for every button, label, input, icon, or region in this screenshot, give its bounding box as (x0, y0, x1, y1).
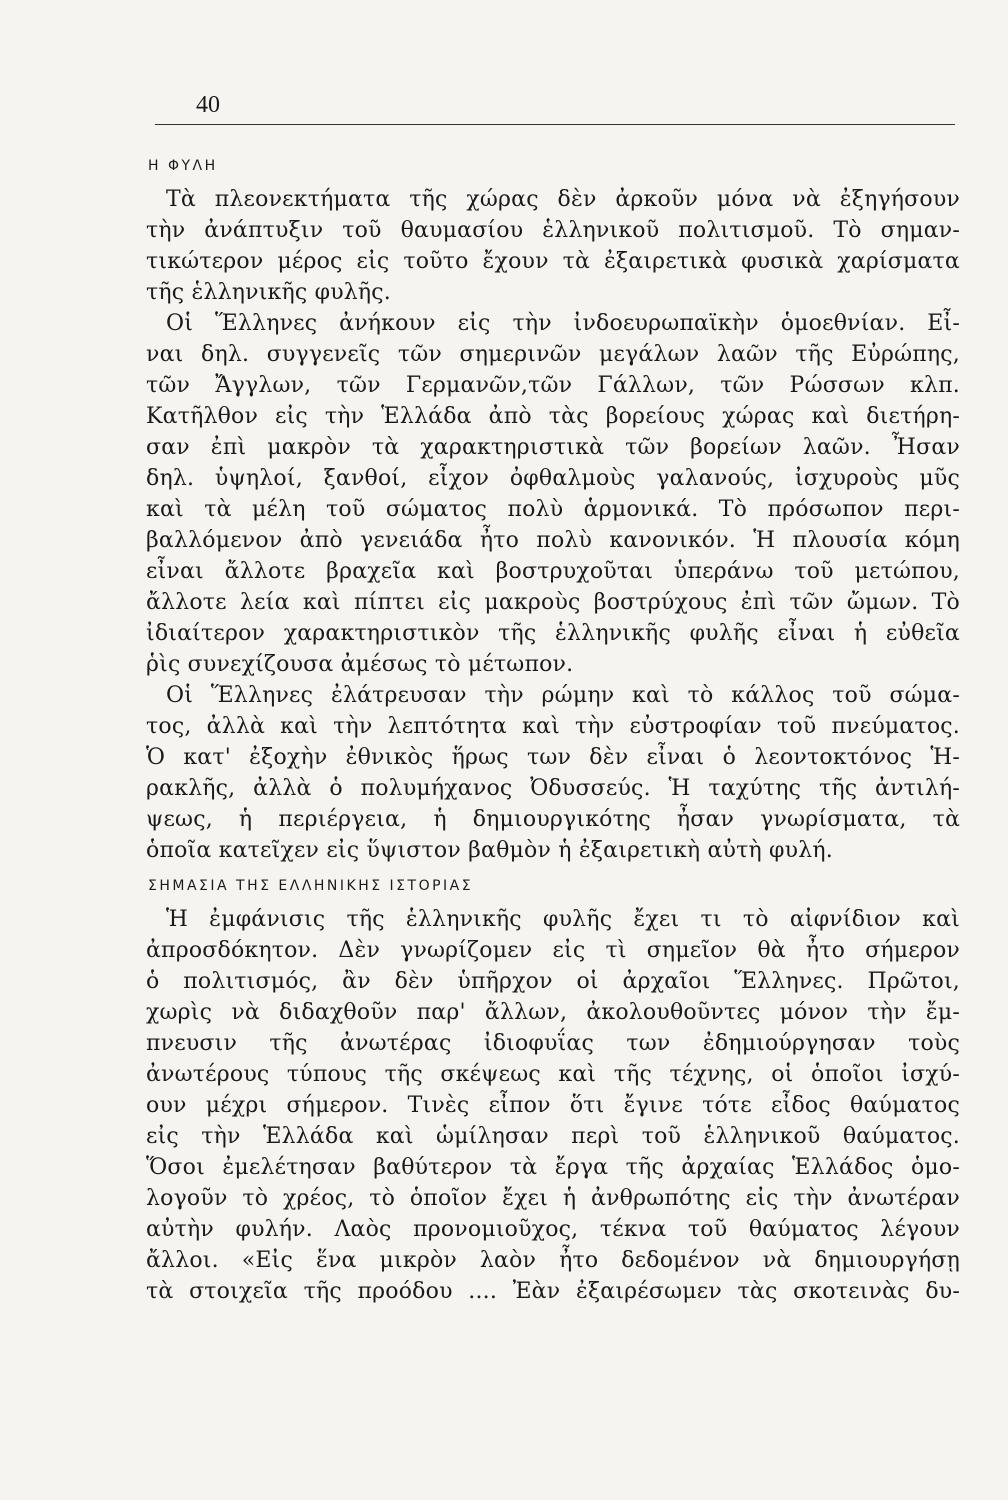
text-line: βαλλόμενον ἀπὸ γενειάδα ἦτο πολὺ κανονικόν. Ἡ πλουσία κόμη (146, 528, 960, 553)
text-line: τος, ἀλλὰ καὶ τὴν λεπτότητα καὶ τὴν εὐστροφίαν τοῦ πνεύματος. (146, 714, 960, 739)
text-line: ὁποῖα κατεῖχεν εἰς ὕψιστον βαθμὸν ἡ ἐξαιρετικὴ αὐτὴ φυλή. (146, 838, 833, 863)
paragraph (146, 184, 960, 308)
text-line: λογοῦν τὸ χρέος, τὸ ὁποῖον ἔχει ἡ ἀνθρωπότης εἰς τὴν ἀνωτέραν (146, 1186, 960, 1211)
text-line: Οἱ Ἕλληνες ἀνήκουν εἰς τὴν ἰνδοευρωπαϊκὴν ὁμοεθνίαν. Εἶ- (166, 311, 960, 336)
text-line: ψεως, ἡ περιέργεια, ἡ δημιουργικότης ἦσαν γνωρίσματα, τὰ (146, 807, 960, 832)
section-heading-significance: ΣΗΜΑΣΙΑ ΤΗΣ ΕΛΛΗΝΙΚΗΣ ΙΣΤΟΡΙΑΣ (148, 878, 474, 894)
text-line: Ὅσοι ἐμελέτησαν βαθύτερον τὰ ἔργα τῆς ἀρχαίας Ἑλλάδος ὁμο- (146, 1155, 960, 1180)
text-line: ὁ πολιτισμός, ἂν δὲν ὑπῆρχον οἱ ἀρχαῖοι Ἕλληνες. Πρῶτοι, (146, 969, 960, 994)
text-line: τῶν Ἄγγλων, τῶν Γερμανῶν,τῶν Γάλλων, τῶν Ρώσσων κλπ. (146, 373, 960, 398)
paragraph (146, 308, 960, 680)
text-line: Κατῆλθον εἰς τὴν Ἑλλάδα ἀπὸ τὰς βορείους χώρας καὶ διετήρη- (146, 404, 960, 429)
text-line: τὰ στοιχεῖα τῆς προόδου .... Ἐὰν ἐξαιρέσωμεν τὰς σκοτεινὰς δυ- (146, 1279, 960, 1304)
text-line: τὴν ἀνάπτυξιν τοῦ θαυμασίου ἑλληνικοῦ πολιτισμοῦ. Τὸ σημαν- (146, 218, 960, 243)
text-line: εἶναι ἄλλοτε βραχεῖα καὶ βοστρυχοῦται ὑπεράνω τοῦ μετώπου, (146, 559, 960, 584)
text-line: χωρὶς νὰ διδαχθοῦν παρ' ἄλλων, ἀκολουθοῦντες μόνον τὴν ἔμ- (146, 1000, 960, 1025)
header-rule (155, 124, 955, 125)
text-line: σαν ἐπὶ μακρὸν τὰ χαρακτηριστικὰ τῶν βορείων λαῶν. Ἦσαν (146, 435, 960, 460)
paragraph (146, 680, 960, 866)
text-line: εἰς τὴν Ἑλλάδα καὶ ὡμίλησαν περὶ τοῦ ἑλληνικοῦ θαύματος. (146, 1124, 960, 1149)
text-line: ἄλλοτε λεία καὶ πίπτει εἰς μακροὺς βοστρύχους ἐπὶ τῶν ὤμων. Τὸ (146, 590, 960, 615)
text-line: αὐτὴν φυλήν. Λαὸς προνομιοῦχος, τέκνα τοῦ θαύματος λέγουν (146, 1217, 960, 1242)
text-line: ἀνωτέρους τύπους τῆς σκέψεως καὶ τῆς τέχνης, οἱ ὁποῖοι ἰσχύ- (146, 1062, 960, 1087)
text-line: Τὰ πλεονεκτήματα τῆς χώρας δὲν ἀρκοῦν μόνα νὰ ἐξηγήσουν (166, 187, 960, 212)
text-line: πνευσιν τῆς ἀνωτέρας ἰδιοφυΐας των ἐδημιούργησαν τοὺς (146, 1031, 960, 1056)
text-line: δηλ. ὑψηλοί, ξανθοί, εἶχον ὀφθαλμοὺς γαλανούς, ἰσχυροὺς μῦς (146, 466, 960, 491)
text-line: ἄλλοι. «Εἰς ἕνα μικρὸν λαὸν ἦτο δεδομένον νὰ δημιουργήσῃ (146, 1248, 960, 1273)
text-line: Ὁ κατ' ἐξοχὴν ἐθνικὸς ἥρως των δὲν εἶναι ὁ λεοντοκτόνος Ἡ- (146, 745, 960, 770)
text-line: Οἱ Ἕλληνες ἐλάτρευσαν τὴν ρώμην καὶ τὸ κάλλος τοῦ σώμα- (166, 683, 960, 708)
text-line: τικώτερον μέρος εἰς τοῦτο ἔχουν τὰ ἐξαιρετικὰ φυσικὰ χαρίσματα (146, 249, 960, 274)
text-line: ἰδιαίτερον χαρακτηριστικὸν τῆς ἑλληνικῆς φυλῆς εἶναι ἡ εὐθεῖα (146, 621, 960, 646)
paragraph (146, 904, 960, 1307)
section-heading-race: Η ΦΥΛΗ (148, 158, 218, 174)
page-number: 40 (196, 92, 220, 118)
text-line: ναι δηλ. συγγενεῖς τῶν σημερινῶν μεγάλων λαῶν τῆς Εὐρώπης, (146, 342, 960, 367)
text-line: ρακλῆς, ἀλλὰ ὁ πολυμήχανος Ὀδυσσεύς. Ἡ ταχύτης τῆς ἀντιλή- (146, 776, 960, 801)
text-line: ουν μέχρι σήμερον. Τινὲς εἶπον ὅτι ἔγινε τότε εἶδος θαύματος (146, 1093, 960, 1118)
text-line: ῥὶς συνεχίζουσα ἀμέσως τὸ μέτωπον. (146, 652, 574, 677)
text-line: καὶ τὰ μέλη τοῦ σώματος πολὺ ἁρμονικά. Τὸ πρόσωπον περι- (146, 497, 960, 522)
page-content (146, 158, 960, 1307)
text-line: Ἡ ἐμφάνισις τῆς ἑλληνικῆς φυλῆς ἔχει τι τὸ αἰφνίδιον καὶ (166, 907, 960, 932)
text-line: τῆς ἑλληνικῆς φυλῆς. (146, 280, 392, 305)
text-line: ἀπροσδόκητον. Δὲν γνωρίζομεν εἰς τὶ σημεῖον θὰ ἦτο σήμερον (146, 938, 960, 963)
